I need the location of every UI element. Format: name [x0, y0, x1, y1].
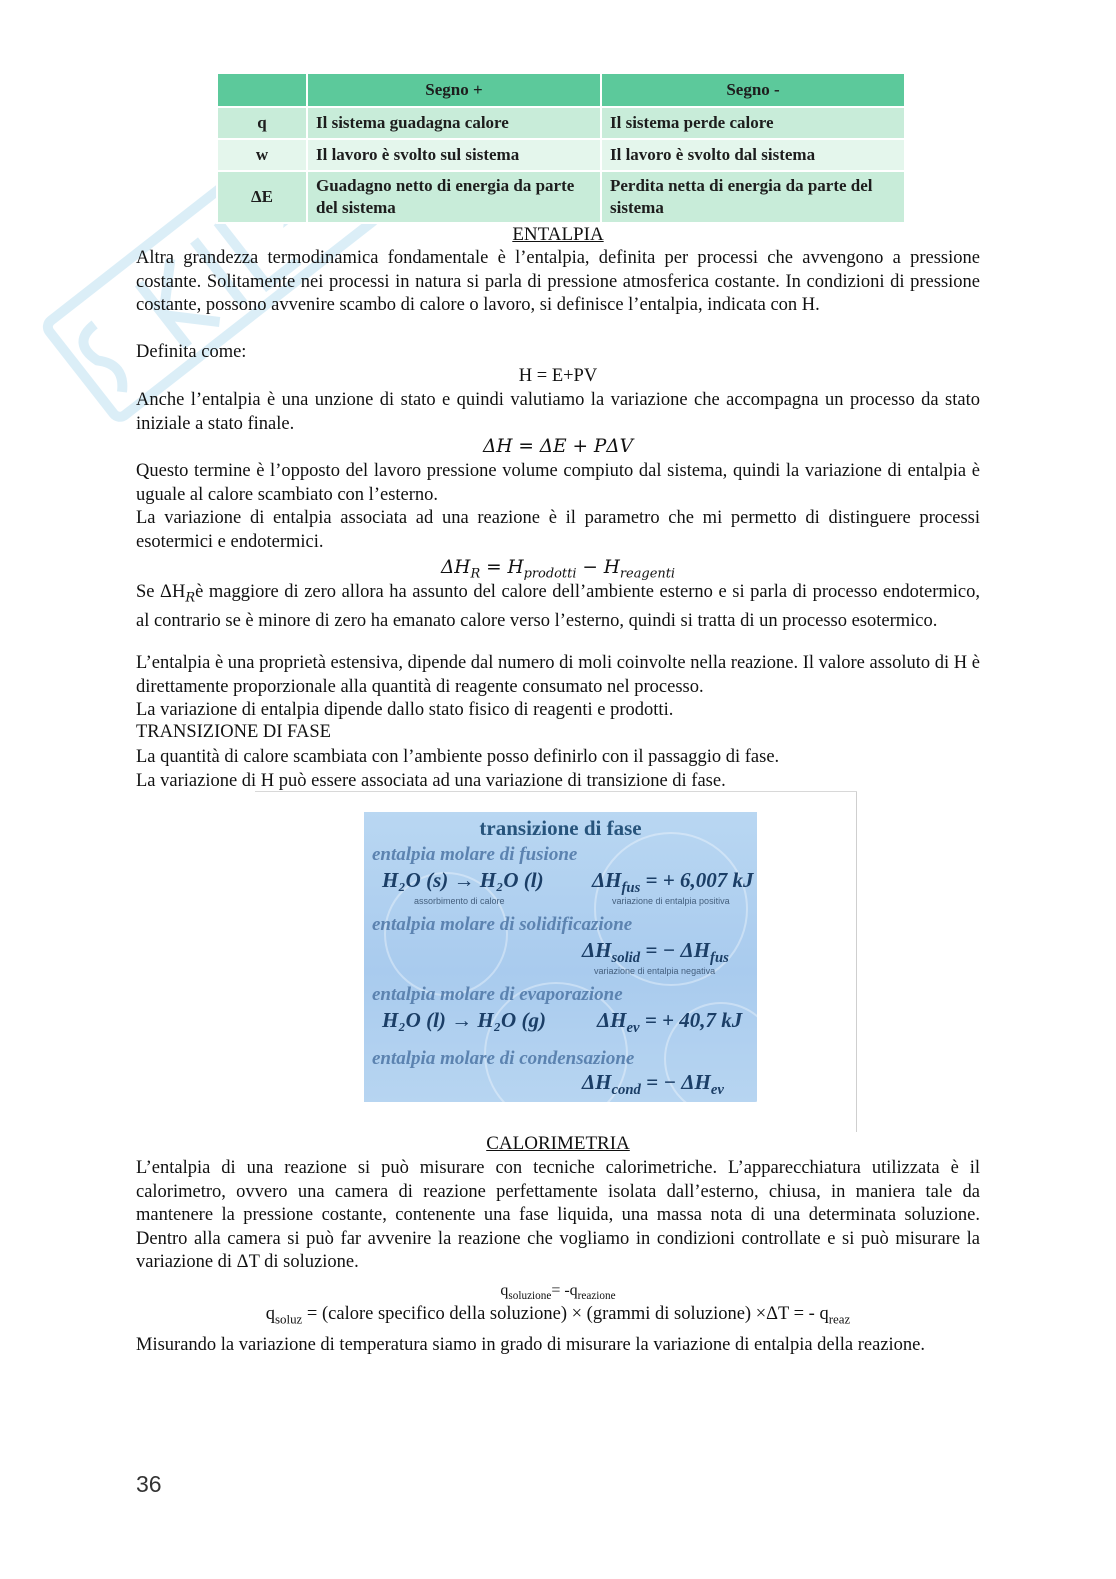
figure-value-condensation — [582, 1070, 724, 1099]
paragraph: L’entalpia di una reazione si può misurare con tecniche calorimetriche. L’apparecchiatura utilizzata è il calorimetro, ovvero una camera di reazione perfettamente isolata dall’esterno, chiusa, in maniera tale da mantenere la pressione costante, contenente una fase liquida, una massa nota di una determinata soluzione. Dentro alla camera si può far avvenire la reazione che vogliamo in condizioni controllate e si può misurare la variazione di ΔT di soluzione. — [136, 1158, 980, 1273]
table-cell: Il sistema perde calore — [601, 107, 905, 139]
table-row — [217, 107, 905, 139]
page-number: 36 — [136, 1471, 162, 1497]
eq-part: ΔH — [582, 1070, 612, 1094]
eq-part: ΔH — [440, 557, 471, 578]
eq-sub: R — [470, 566, 481, 582]
text-part: Se ΔH — [136, 582, 186, 602]
figure-label-solidification: entalpia molare di solidificazione — [372, 914, 633, 935]
divider — [255, 791, 857, 792]
figure-eq-evaporation: H₂O (l) → H₂O (g) — [382, 1008, 546, 1032]
eq-part: ΔH — [592, 868, 622, 892]
figure-value-fusion — [592, 868, 753, 897]
table-row — [217, 171, 905, 223]
table-cell: Il lavoro è svolto sul sistema — [307, 139, 601, 171]
eq-sub: soluzione — [508, 1290, 552, 1303]
eq-sub: cond — [611, 1082, 641, 1099]
table-header-cell: Segno + — [307, 73, 601, 107]
table-cell: Il lavoro è svolto dal sistema — [601, 139, 905, 171]
figure-note: assorbimento di calore — [414, 896, 505, 906]
equation-enthalpy-definition: H = E+PV — [518, 366, 598, 386]
eq-part: ΔH — [597, 1008, 627, 1032]
text-part: è maggiore di zero allora ha assunto del calore dell’ambiente esterno e si parla di processo endotermico, al contrario se è minore di zero ha emanato calore verso l’esterno, quindi si tratta di un processo esotermico. — [136, 582, 980, 632]
sign-convention-table — [216, 72, 906, 224]
divider — [856, 792, 857, 1132]
eq-sub: fus — [621, 880, 641, 897]
figure-eq-fusion: H₂O (s) → H₂O (l) — [382, 868, 544, 892]
eq-sub: soluz — [274, 1311, 303, 1327]
phase-transition-figure — [364, 812, 757, 1102]
table-header-cell — [217, 73, 307, 107]
section-title-entalpia: ENTALPIA — [512, 224, 604, 245]
paragraph: Questo termine è l’opposto del lavoro pressione volume compiuto dal sistema, quindi la variazione di entalpia è uguale al calore scambiato con l’esterno. — [136, 461, 980, 505]
eq-part: = H — [480, 557, 524, 578]
table-header-cell: Segno - — [601, 73, 905, 107]
figure-note: variazione di entalpia negativa — [594, 966, 716, 976]
eq-part: = (calore specifico della soluzione) × (grammi di soluzione) ×ΔT = - q — [302, 1304, 829, 1324]
table-cell: w — [217, 139, 307, 171]
figure-label-condensation: entalpia molare di condensazione — [372, 1048, 635, 1069]
eq-sub: reagenti — [619, 566, 676, 582]
eq-part: q — [500, 1282, 509, 1299]
table-cell: Il sistema guadagna calore — [307, 107, 601, 139]
equation-calorimetry — [136, 1303, 980, 1331]
figure-label-fusion: entalpia molare di fusione — [372, 844, 578, 865]
eq-part: − H — [576, 557, 620, 578]
table-cell: q — [217, 107, 307, 139]
section-title-transizione: TRANSIZIONE DI FASE — [136, 722, 331, 742]
table-cell: ΔE — [217, 171, 307, 223]
eq-sub: solid — [611, 950, 641, 967]
figure-value-evaporation — [597, 1008, 742, 1037]
table-row — [217, 139, 905, 171]
eq-part: = − ΔH — [640, 1070, 711, 1094]
equation-delta-h: ΔH = ΔE + PΔV — [482, 436, 634, 457]
paragraph: Definita come: — [136, 342, 247, 362]
eq-part: = + 40,7 kJ — [639, 1008, 743, 1032]
paragraph: La variazione di entalpia associata ad una reazione è il parametro che mi permetto di distinguere processi esotermici e endotermici. — [136, 508, 980, 552]
table-header-row — [217, 73, 905, 107]
paragraph: Anche l’entalpia è una unzione di stato e quindi valutiamo la variazione che accompagna un processo da stato iniziale a stato finale. — [136, 390, 980, 434]
table-cell: Guadagno netto di energia da parte del sistema — [307, 171, 601, 223]
figure-title: transizione di fase — [479, 816, 642, 840]
eq-sub: reazione — [577, 1290, 616, 1303]
eq-part: = -q — [551, 1282, 578, 1299]
paragraph: La variazione di entalpia dipende dallo stato fisico di reagenti e prodotti. — [136, 700, 674, 720]
eq-sub: ev — [626, 1020, 640, 1037]
paragraph: Altra grandezza termodinamica fondamentale è l’entalpia, definita per processi che avvengono a pressione costante. Solitamente nei processi in natura si parla di pressione atmosferica costante. In condizioni di pressione costante, possono avvenire scambo di calore o lavoro, si definisce l’entalpia, indicata con H. — [136, 248, 980, 316]
paragraph: L’entalpia è una proprietà estensiva, dipende dal numero di moli coinvolte nella reazione. Il valore assoluto di H è direttamente proporzionale alla quantità di reagente consumato nel processo. — [136, 653, 980, 697]
eq-sub: ev — [710, 1082, 724, 1099]
text-sub: R — [185, 590, 196, 606]
paragraph: La quantità di calore scambiata con l’ambiente posso definirlo con il passaggio di fase. — [136, 747, 780, 767]
figure-value-solidification — [582, 938, 729, 967]
paragraph: Misurando la variazione di temperatura siamo in grado di misurare la variazione di entalpia della reazione. — [136, 1335, 926, 1355]
eq-sub: fus — [710, 950, 729, 967]
eq-part: q — [265, 1304, 275, 1324]
eq-part: = + 6,007 kJ — [640, 868, 754, 892]
paragraph: La variazione di H può essere associata ad una variazione di transizione di fase. — [136, 771, 726, 791]
eq-sub: prodotti — [523, 566, 577, 582]
figure-note: variazione di entalpia positiva — [612, 896, 730, 906]
section-title-calorimetria: CALORIMETRIA — [486, 1133, 630, 1154]
table-cell: Perdita netta di energia da parte del sistema — [601, 171, 905, 223]
eq-sub: reaz — [828, 1311, 851, 1327]
paragraph — [136, 581, 980, 634]
eq-part: ΔH — [582, 938, 612, 962]
figure-label-evaporation: entalpia molare di evaporazione — [372, 984, 623, 1005]
eq-part: = − ΔH — [640, 938, 711, 962]
